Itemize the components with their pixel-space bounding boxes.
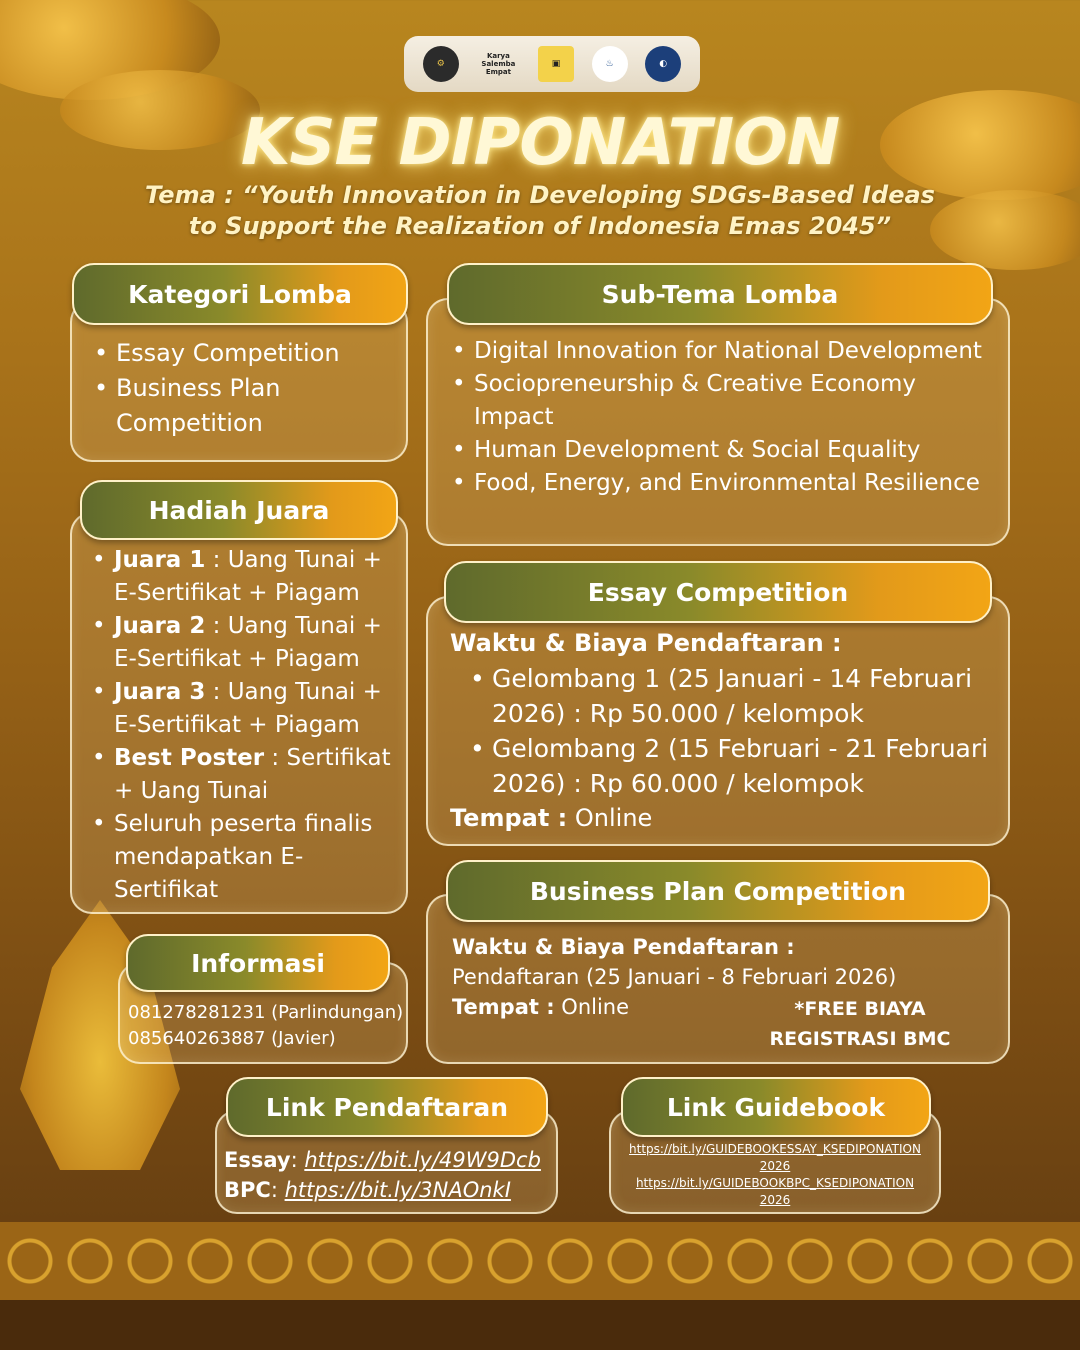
subtema-heading: Sub-Tema Lomba [447,263,993,325]
essay-gelombang-2: • Gelombang 2 (15 Februari - 21 Februari 2026) : Rp 60.000 / kelompok [492,731,1000,801]
hadiah-item-juara-2: • Juara 2 : Uang Tunai + E-Sertifikat + Piagam [114,610,398,676]
essay-gelombang-1: • Gelombang 1 (25 Januari - 14 Februari 2026) : Rp 50.000 / kelompok [492,661,1000,731]
paguyuban-logo-icon: ▣ [538,46,574,82]
subtema-item-2: • Sociopreneurship & Creative Economy Impact [474,368,998,434]
bpc-free-line-1: *FREE BIAYA [794,998,926,1020]
hadiah-item-juara-1: • Juara 1 : Uang Tunai + E-Sertifikat + Piagam [114,544,398,610]
link-bpc-row: BPC: https://bit.ly/3NAOnkI [224,1178,511,1202]
essay-waktu-label: Waktu & Biaya Pendaftaran : [450,629,842,657]
bpc-free-line-2: REGISTRASI BMC [769,1028,951,1050]
bpc-heading: Business Plan Competition [446,860,990,922]
subtema-item-4: • Food, Energy, and Environmental Resilience [474,467,998,500]
subtema-list [448,335,998,500]
subtitle-line-2: to Support the Realization of Indonesia Emas 2045” [188,212,892,240]
guidebook-bpc-link[interactable]: https://bit.ly/GUIDEBOOKBPC_KSEDIPONATION 2026 [635,1176,915,1207]
essay-tempat: Tempat : Online [450,804,653,832]
subtema-item-1: • Digital Innovation for National Development [474,335,998,368]
kategori-item-essay: • Essay Competition [116,336,390,371]
contact-javier[interactable]: 085640263887 (Javier) [128,1028,336,1049]
link-pendaftaran-content [224,1145,554,1205]
contact-parlindungan[interactable]: 081278281231 (Parlindungan) [128,1002,404,1023]
university-logo-icon: ⚙ [423,46,459,82]
page-subtitle [0,180,1080,242]
informasi-heading: Informasi [126,934,390,992]
bottom-footer-band [0,1300,1080,1350]
link-guidebook-content [612,1141,938,1209]
subtema-item-3: • Human Development & Social Equality [474,434,998,467]
batik-border-ornament [0,1222,1080,1300]
hadiah-list [88,544,398,907]
bpc-registration-link[interactable]: https://bit.ly/3NAOnkI [284,1178,511,1202]
link-essay-row: Essay: https://bit.ly/49W9Dcb [224,1148,541,1172]
informasi-contacts [128,1000,408,1052]
page-title: KSE DIPONATION [240,106,840,180]
kategori-heading: Kategori Lomba [72,263,408,325]
hadiah-heading: Hadiah Juara [80,480,398,540]
hadiah-item-finalis: • Seluruh peserta finalis mendapatkan E-Sertifikat [114,808,398,907]
essay-registration-link[interactable]: https://bit.ly/49W9Dcb [304,1148,541,1172]
hadiah-item-juara-3: • Juara 3 : Uang Tunai + E-Sertifikat + Piagam [114,676,398,742]
essay-heading: Essay Competition [444,561,992,623]
kategori-list [90,336,390,441]
bpc-pendaftaran: Pendaftaran (25 Januari - 8 Februari 2026) [452,965,897,989]
bpc-tempat: Tempat : Online [452,995,630,1019]
kse-diponation-logo-icon: ◐ [645,46,681,82]
bpc-waktu-label: Waktu & Biaya Pendaftaran : [452,935,795,959]
guidebook-essay-link[interactable]: https://bit.ly/GUIDEBOOKESSAY_KSEDIPONATION 2026 [629,1142,921,1173]
bpc-free-note [760,994,960,1054]
hadiah-item-best-poster: • Best Poster : Sertifikat + Uang Tunai [114,742,398,808]
flame-logo-icon: ♨ [592,46,628,82]
kategori-item-bpc: • Business Plan Competition [116,371,390,441]
logo-bar [404,36,700,92]
subtitle-line-1: Tema : “Youth Innovation in Developing SDGs-Based Ideas [145,181,935,209]
kse-logo-text: Karya Salemba Empat [481,52,516,76]
link-guidebook-heading: Link Guidebook [621,1077,931,1137]
essay-content [450,626,1000,836]
link-pendaftaran-heading: Link Pendaftaran [226,1077,548,1137]
